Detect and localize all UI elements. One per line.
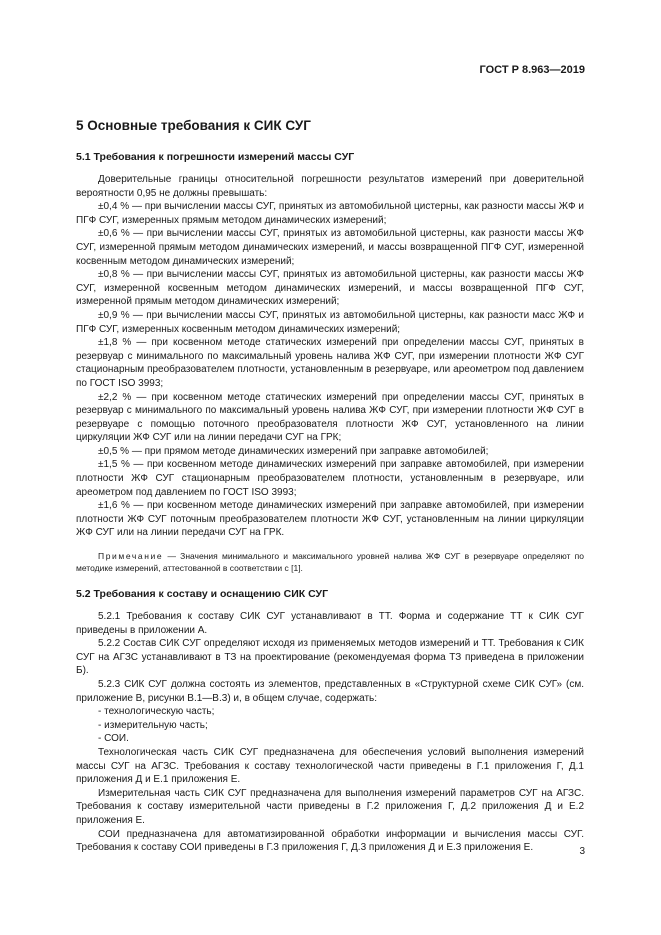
page-content — [76, 118, 584, 855]
accuracy-item: ±1,5 % — при косвенном методе динамических измерений при заправке автомобилей, при измерении плотности ЖФ СУГ стационарным преобразователем плотности, установленным в резервуаре, или ареометром под давлением по ГОСТ ISO 3993; — [76, 459, 584, 498]
accuracy-item: ±0,9 % — при вычислении массы СУГ, принятых из автомобильной цистерны, как разности масс ЖФ и ПГФ СУГ, измеренных косвенным методом динамических измерений; — [76, 309, 584, 335]
paragraph-5-2-2: 5.2.2 Состав СИК СУГ определяют исходя из применяемых методов измерений и ТТ. Требования к СИК СУГ на АГЗС устанавливают в ТЗ на проектирование (рекомендуемая форма ТЗ приведена в приложении Б). — [76, 638, 584, 677]
accuracy-item: ±0,8 % — при вычислении массы СУГ, принятых из автомобильной цистерны, как разности массы ЖФ СУГ, измеренной косвенным методом динамических измерений, и массы возвращенной ПГФ СУГ, измеренной прямым методом динамических измерений; — [76, 269, 584, 308]
list-item: - измерительную часть; — [98, 719, 208, 731]
paragraph-technological-part: Технологическая часть СИК СУГ предназначена для обеспечения условий выполнения измерений массы СУГ на АГЗС. Требования к составу технологической части приведены в Г.1 приложения Г, Д.1 приложения Д и Е.1 приложения Е. — [76, 746, 584, 786]
paragraph-5-2-3: 5.2.3 СИК СУГ должна состоять из элементов, представленных в «Структурной схеме СИК СУГ» (см. приложение В, рисунки В.1—В.3) и, в общем случае, содержать: — [76, 679, 584, 704]
page-number: 3 — [579, 846, 585, 857]
section-5-1-intro: Доверительные границы относительной погрешности результатов измерений при доверительной вероятности 0,95 не должны превышать: — [76, 174, 584, 199]
note-text: — Значения минимального и максимального уровней налива ЖФ СУГ в резервуаре определяют по методике измерений, аттестованной в соответствии с [1]. — [76, 551, 584, 574]
paragraph-measuring-part: Измерительная часть СИК СУГ предназначена для выполнения измерений параметров СУГ на АГЗС. Требования к составу измерительной части приведены в Г.2 приложения Г, Д.2 приложения Д и Е.2 приложения Е. — [76, 787, 584, 826]
document-code: ГОСТ Р 8.963—2019 — [479, 64, 585, 76]
section-5-1-title: 5.1 Требования к погрешности измерений массы СУГ — [76, 151, 355, 163]
accuracy-item: ±0,4 % — при вычислении массы СУГ, принятых из автомобильной цистерны, как разности массы ЖФ и ПГФ СУГ, измеренных прямым методом динамических измерений; — [76, 201, 584, 226]
accuracy-item: ±1,8 % — при косвенном методе статических измерений при определении массы СУГ, принятых в резервуар с минимального по максимальный уровень налива ЖФ СУГ, при измерении плотности ЖФ СУГ стационарным преобразователем плотности, установленным в резервуаре, или ареометром под давлением по ГОСТ ISO 3993; — [76, 337, 584, 389]
note-label: Примечание — [98, 551, 164, 562]
note — [76, 550, 584, 574]
accuracy-item: ±0,6 % — при вычислении массы СУГ, принятых из автомобильной цистерны, как разности массы ЖФ СУГ, измеренной прямым методом динамических измерений, и массы возвращенной ПГФ СУГ, измеренной косвенным методом динамических измерений; — [76, 228, 584, 267]
section-5-title: 5 Основные требования к СИК СУГ — [76, 118, 311, 133]
paragraph-soi: СОИ предназначена для автоматизированной обработки информации и вычисления массы СУГ. Требования к составу СОИ приведены в Г.3 приложения Г, Д.3 приложения Д и Е.3 приложения Е. — [76, 828, 584, 854]
list-item: - СОИ. — [98, 733, 129, 745]
accuracy-item: ±0,5 % — при прямом методе динамических измерений при заправке автомобилей; — [98, 445, 489, 457]
paragraph-5-2-1: 5.2.1 Требования к составу СИК СУГ устанавливают в ТТ. Форма и содержание ТТ к СИК СУГ приведены в приложении А. — [76, 611, 584, 636]
accuracy-item: ±2,2 % — при косвенном методе статических измерений при определении массы СУГ, принятых в резервуар с минимального по максимальный уровень налива ЖФ СУГ, при измерении плотности ЖФ СУГ в резервуаре с помощью поточного преобразователя плотности ЖФ СУГ, установленного на линии циркуляции ЖФ СУГ или на линии передачи СУГ на ГРК; — [76, 391, 584, 444]
section-5-2-title: 5.2 Требования к составу и оснащению СИК СУГ — [76, 588, 329, 601]
list-item: - технологическую часть; — [98, 706, 215, 718]
accuracy-item: ±1,6 % — при косвенном методе динамических измерений при заправке автомобилей, при измерении плотности ЖФ СУГ поточным преобразователем плотности ЖФ СУГ, установленным на линии циркуляции ЖФ СУГ или на линии передачи СУГ на ГРК. — [76, 500, 584, 539]
